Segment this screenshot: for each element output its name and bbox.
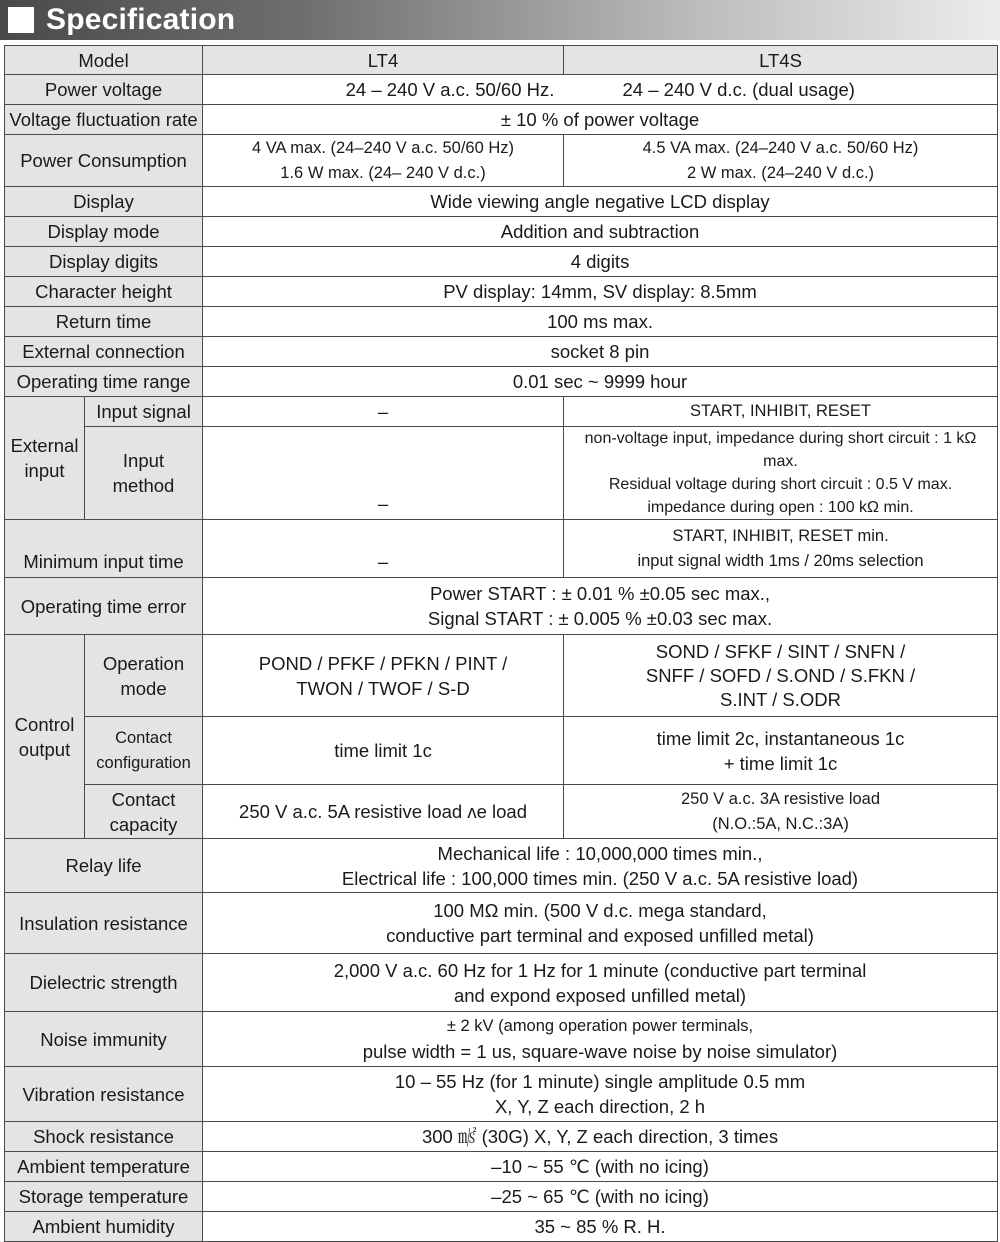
insulation-resistance-line2: conductive part terminal and exposed unfilled metal) [386,925,814,946]
power-consumption-lt4-line2: 1.6 W max. (24– 240 V d.c.) [280,163,486,182]
contact-capacity-lt4s-line2: (N.O.:5A, N.C.:3A) [712,814,849,833]
ambient-temperature-value: –10 ~ 55 ℃ (with no icing) [203,1152,998,1182]
display-value: Wide viewing angle negative LCD display [203,187,998,217]
control-output-label-line2: output [18,738,71,760]
input-method-lt4s-line2: Residual voltage during short circuit : 0.5 V max. [608,476,953,493]
operation-mode-lt4-line1: POND / PFKF / PFKN / PINT / [258,652,508,674]
section-title: Specification [46,3,236,36]
contact-capacity-label-line2: capacity [109,813,178,835]
row-return-time [5,307,998,337]
input-signal-lt4s: START, INHIBIT, RESET [564,397,998,427]
operating-time-range-value: 0.01 sec ~ 9999 hour [203,367,998,397]
row-operation-mode [5,635,998,717]
display-mode-value: Addition and subtraction [203,217,998,247]
row-display-mode [5,217,998,247]
row-power-voltage [5,75,998,105]
input-signal-lt4: – [203,397,564,427]
row-storage-temperature [5,1182,998,1212]
control-output-label-line1: Control [14,713,75,735]
shock-resistance-label: Shock resistance [5,1122,203,1152]
contact-capacity-lt4: 250 V a.c. 5A resistive load ʌe load [203,785,564,839]
row-character-height [5,277,998,307]
row-power-consumption [5,135,998,187]
section-header [0,0,1000,40]
power-consumption-lt4-line1: 4 VA max. (24–240 V a.c. 50/60 Hz) [252,138,515,157]
return-time-value: 100 ms max. [203,307,998,337]
return-time-label: Return time [5,307,203,337]
contact-configuration-lt4s-line2: + time limit 1c [723,752,838,774]
row-contact-capacity [5,785,998,839]
operation-mode-lt4-line2: TWON / TWOF / S-D [296,677,470,699]
row-dielectric-strength [5,954,998,1012]
character-height-value: PV display: 14mm, SV display: 8.5mm [203,277,998,307]
noise-immunity-label: Noise immunity [5,1012,203,1067]
contact-configuration-label-line1: Contact [115,728,172,747]
power-consumption-lt4s-line1: 4.5 VA max. (24–240 V a.c. 50/60 Hz) [642,138,919,157]
display-digits-label: Display digits [5,247,203,277]
input-method-lt4s-line3: impedance during open : 100 kΩ min. [647,499,914,516]
row-ambient-humidity [5,1212,998,1242]
input-method-label-line2: method [112,475,175,496]
row-shock-resistance [5,1122,998,1152]
power-voltage-lt4: 24 – 240 V a.c. 50/60 Hz. [345,79,555,100]
noise-immunity-line1: ± 2 kV (among operation power terminals, [446,1017,754,1035]
operation-mode-lt4s-line1: SOND / SFKF / SINT / SNFN / [655,640,906,662]
input-method-lt4: – [203,427,564,520]
row-voltage-fluctuation [5,105,998,135]
minimum-input-time-label: Minimum input time [5,520,203,578]
insulation-resistance-label: Insulation resistance [5,893,203,954]
minimum-input-time-lt4: – [203,520,564,578]
noise-immunity-line2: pulse width = 1 us, square-wave noise by noise simulator) [362,1041,838,1062]
power-voltage-lt4s: 24 – 240 V d.c. (dual usage) [622,79,855,100]
operating-time-range-label: Operating time range [5,367,203,397]
operation-mode-label-line1: Operation [102,652,185,674]
row-display-digits [5,247,998,277]
input-signal-label: Input signal [85,397,203,427]
vibration-resistance-line1: 10 – 55 Hz (for 1 minute) single amplitude 0.5 mm [394,1071,806,1092]
external-input-label-line1: External [10,435,79,456]
voltage-fluctuation-value: ± 10 % of power voltage [203,105,998,135]
row-vibration-resistance [5,1067,998,1122]
row-operating-time-range [5,367,998,397]
row-display [5,187,998,217]
power-voltage-label: Power voltage [5,75,203,105]
contact-configuration-lt4: time limit 1c [203,717,564,785]
display-mode-label: Display mode [5,217,203,247]
row-external-connection [5,337,998,367]
minimum-input-time-lt4s-line2: input signal width 1ms / 20ms selection [637,551,924,570]
power-consumption-label: Power Consumption [5,135,203,187]
voltage-fluctuation-label: Voltage fluctuation rate [5,105,203,135]
minimum-input-time-lt4s-line1: START, INHIBIT, RESET min. [672,526,889,545]
operating-time-error-label: Operating time error [5,578,203,635]
relay-life-label: Relay life [5,839,203,893]
ambient-humidity-value: 35 ~ 85 % R. H. [203,1212,998,1242]
row-noise-immunity [5,1012,998,1067]
external-connection-label: External connection [5,337,203,367]
row-relay-life [5,839,998,893]
external-input-label-line2: input [24,460,65,481]
insulation-resistance-line1: 100 MΩ min. (500 V d.c. mega standard, [433,900,767,921]
display-digits-value: 4 digits [203,247,998,277]
operation-mode-lt4s-line2: SNFF / SOFD / S.OND / S.FKN / [645,664,916,686]
vibration-resistance-line2: X, Y, Z each direction, 2 h [494,1096,706,1117]
row-operating-time-error [5,578,998,635]
ambient-humidity-label: Ambient humidity [5,1212,203,1242]
relay-life-line2: Electrical life : 100,000 times min. (250 V a.c. 5A resistive load) [341,867,859,889]
square-bullet-icon [8,7,34,33]
row-ambient-temperature [5,1152,998,1182]
operating-time-error-line1: Power START : ± 0.01 % ±0.05 sec max., [429,583,771,604]
dielectric-strength-line2: and expond exposed unfilled metal) [453,984,747,1006]
model-lt4: LT4 [203,46,564,75]
row-model [5,46,998,75]
contact-capacity-lt4s-line1: 250 V a.c. 3A resistive load [681,789,881,808]
storage-temperature-label: Storage temperature [5,1182,203,1212]
row-insulation-resistance [5,893,998,954]
operation-mode-label-line2: mode [120,677,167,699]
display-label: Display [5,187,203,217]
operation-mode-lt4s-line3: S.INT / S.ODR [720,688,841,710]
row-input-signal [5,397,998,427]
input-method-lt4s-line1: non-voltage input, impedance during short circuit : 1 kΩ max. [584,430,977,470]
model-lt4s: LT4S [564,46,998,75]
row-contact-configuration [5,717,998,785]
input-method-label-line1: Input [122,450,165,471]
row-input-method [5,427,998,520]
contact-capacity-label-line1: Contact [111,788,176,810]
storage-temperature-value: –25 ~ 65 ℃ (with no icing) [203,1182,998,1212]
power-consumption-lt4s-line2: 2 W max. (24–240 V d.c.) [686,163,875,182]
dielectric-strength-label: Dielectric strength [5,954,203,1012]
contact-configuration-label-line2: configuration [96,753,191,772]
character-height-label: Character height [5,277,203,307]
external-connection-value: socket 8 pin [203,337,998,367]
model-label: Model [5,46,203,75]
operating-time-error-line2: Signal START : ± 0.005 % ±0.03 sec max. [427,608,773,629]
relay-life-line1: Mechanical life : 10,000,000 times min., [437,842,763,864]
specification-table [4,45,998,1242]
contact-configuration-lt4s-line1: time limit 2c, instantaneous 1c [656,727,905,749]
vibration-resistance-label: Vibration resistance [5,1067,203,1122]
dielectric-strength-line1: 2,000 V a.c. 60 Hz for 1 Hz for 1 minute (conductive part terminal [333,959,867,981]
row-minimum-input-time [5,520,998,578]
ambient-temperature-label: Ambient temperature [5,1152,203,1182]
shock-resistance-value: 300 ㎨ (30G) X, Y, Z each direction, 3 times [203,1122,998,1152]
